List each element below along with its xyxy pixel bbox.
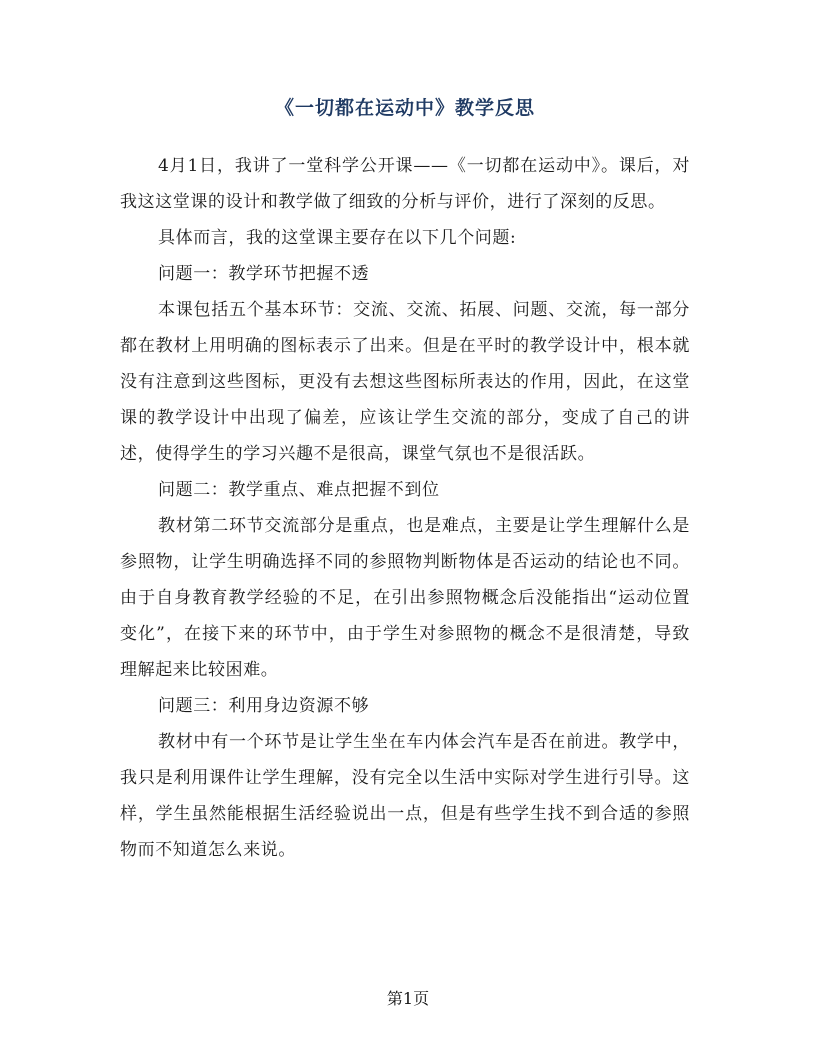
page-number: 第1页 bbox=[386, 989, 430, 1008]
paragraph-problem-2: 教材第二环节交流部分是重点，也是难点，主要是让学生理解什么是参照物，让学生明确选择不同的参照物判断物体是否运动的结论也不同。由于自身教育教学经验的不足，在引出参照物概念后没能指出“运动位置变化”，在接下来的环节中，由于学生对参照物的概念不是很清楚，导致理解起来比较困难。 bbox=[120, 516, 690, 680]
paragraph-intro: 4月1日，我讲了一堂科学公开课——《一切都在运动中》。课后，对我这这堂课的设计和教学做了细致的分析与评价，进行了深刻的反思。 bbox=[120, 156, 690, 212]
problem-heading-3: 问题三：利用身边资源不够 bbox=[158, 696, 370, 716]
document-title: 《一切都在运动中》教学反思 bbox=[274, 97, 535, 119]
problem-heading-1: 问题一：教学环节把握不透 bbox=[158, 264, 370, 284]
paragraph-summary: 具体而言，我的这堂课主要存在以下几个问题: bbox=[158, 228, 517, 248]
problem-heading-2: 问题二：教学重点、难点把握不到位 bbox=[158, 480, 440, 500]
document-page bbox=[120, 90, 690, 868]
paragraph-problem-1: 本课包括五个基本环节：交流、交流、拓展、问题、交流，每一部分都在教材上用明确的图标表示了出来。但是在平时的教学设计中，根本就没有注意到这些图标，更没有去想这些图标所表达的作用，因此，在这堂课的教学设计中出现了偏差，应该让学生交流的部分，变成了自己的讲述，使得学生的学习兴趣不是很高，课堂气氛也不是很活跃。 bbox=[120, 300, 690, 464]
paragraph-problem-3: 教材中有一个环节是让学生坐在车内体会汽车是否在前进。教学中，我只是利用课件让学生理解，没有完全以生活中实际对学生进行引导。这样，学生虽然能根据生活经验说出一点，但是有些学生找不到合适的参照物而不知道怎么来说。 bbox=[120, 732, 690, 860]
